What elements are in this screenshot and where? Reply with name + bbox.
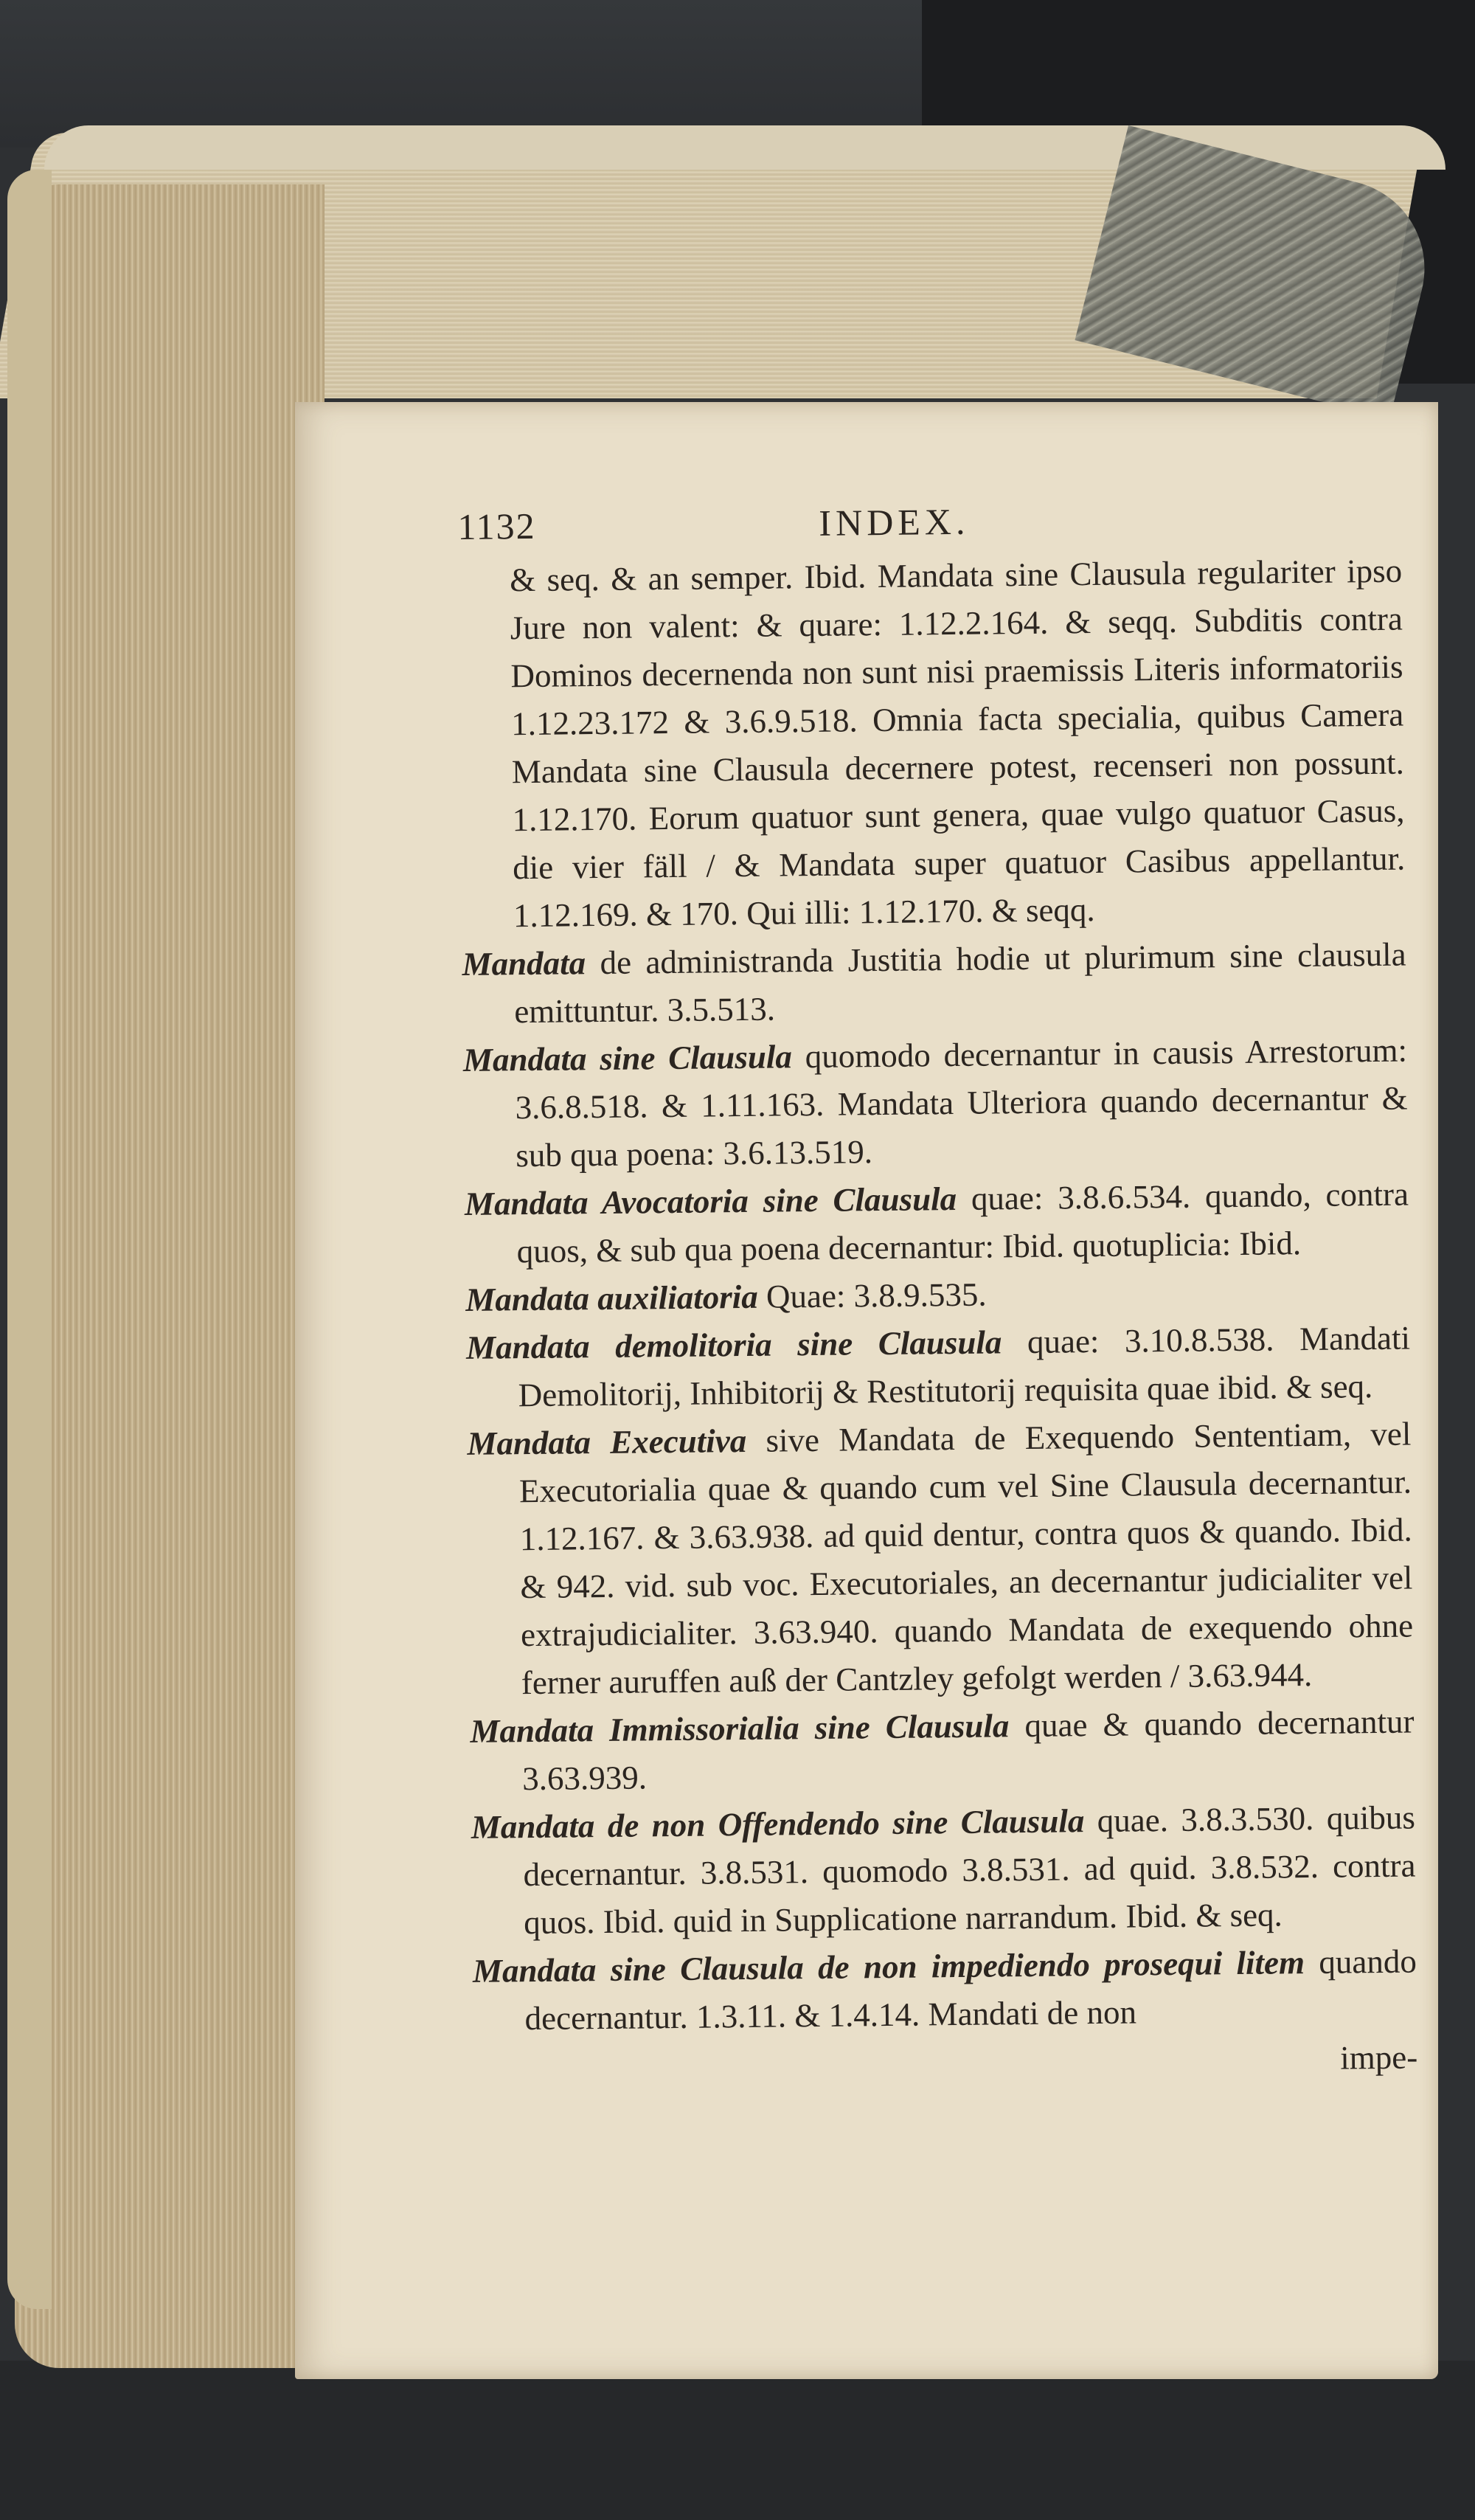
index-entry <box>470 1698 1415 1804</box>
index-entry <box>466 1315 1411 1420</box>
index-entry <box>465 1171 1409 1276</box>
entry-lemma: Mandata Immissorialia sine Clausula <box>470 1707 1010 1750</box>
index-entry <box>462 931 1406 1036</box>
index-page <box>295 402 1438 2379</box>
entry-lemma: Mandata de non Offendendo sine Clausula <box>471 1802 1085 1846</box>
background-bottom <box>0 2361 1475 2520</box>
entry-text: de administranda Justitia hodie ut plurimum sine clausula emittuntur. 3.5.513. <box>514 935 1406 1031</box>
entry-text: Quae: 3.8.9.535. <box>766 1275 987 1315</box>
entry-text: quae & quando decernantur 3.63.939. <box>521 1703 1415 1798</box>
entry-lemma: Mandata sine Clausula <box>462 1038 793 1079</box>
entry-lemma: Mandata <box>462 944 586 983</box>
page-number: 1132 <box>457 505 536 547</box>
entry-text: quae. 3.8.3.530. quibus decernantur. 3.8.531. quomodo 3.8.531. ad quid. 3.8.532. contra quos. Ibid. quid in Supplicatione narrandum. Ibid. & seq. <box>523 1799 1416 1942</box>
index-entry <box>458 547 1406 941</box>
entry-text: quae: 3.8.6.534. quando, contra quos, & sub qua poena decernantur: Ibid. quotuplicia: Ibid. <box>516 1175 1409 1270</box>
entry-text: quomodo decernantur in causis Arrestorum: 3.6.8.518. & 1.11.163. Mandata Ulteriora quando decernantur & sub qua poena: 3.6.13.519. <box>515 1031 1408 1174</box>
running-title: INDEX. <box>819 500 970 544</box>
entry-lemma: Mandata Executiva <box>467 1422 747 1462</box>
entry-lemma: Mandata demolitoria sine Clausula <box>465 1323 1002 1366</box>
entry-text: & seq. & an semper. Ibid. Mandata sine Clausula regulariter ipso Jure non valent: & quare: 1.12.2.164. & seqq. Subditis contra Dominos decernenda non sunt nisi praemissis Literis informatoriis 1.12.23.172 & 3.6.9.518. Omnia facta specialia, quibus Camera Mandata sine Clausula decernere potest, recenseri non possunt. 1.12.170. Eorum quatuor sunt genera, quae vulgo quatuor Casus, die vier fäll / & Mandata super quatuor Casibus appellantur. 1.12.169. & 170. Qui illi: 1.12.170. & seqq. <box>509 552 1406 935</box>
index-entry <box>471 1793 1417 1947</box>
entry-lemma: Mandata auxiliatoria <box>465 1278 758 1318</box>
entry-lemma: Mandata sine Clausula de non impediendo prosequi litem <box>472 1944 1305 1990</box>
book-cover-left <box>7 170 52 2309</box>
page-edges-side <box>15 184 324 2368</box>
catchword: impe- <box>1339 2038 1418 2077</box>
index-entry <box>473 1937 1417 2043</box>
text-block <box>457 488 1418 2091</box>
running-head <box>457 488 1402 557</box>
entry-text: sive Mandata de Exequendo Sententiam, vel Executorialia quae & quando cum vel Sine Clausula decernantur. 1.12.167. & 3.63.938. ad quid dentur, contra quos & quando. Ibid. & 942. vid. sub voc. Executoriales, an decernantur judicialiter vel extrajudicialiter. 3.63.940. quando Mandata de exequendo ohne ferner auruffen auß der Cantzley gefolgt werden / 3.63.944. <box>518 1415 1414 1702</box>
index-entry <box>463 1027 1409 1180</box>
entry-lemma: Mandata Avocatoria sine Clausula <box>464 1180 957 1222</box>
index-entry <box>467 1410 1414 1708</box>
entry-text: quando decernantur. 1.3.11. & 1.4.14. Mandati de non <box>524 1942 1417 2038</box>
entry-text: quae: 3.10.8.538. Mandati Demolitorij, Inhibitorij & Restitutorij requisita quae ibid. & seq. <box>518 1319 1411 1414</box>
